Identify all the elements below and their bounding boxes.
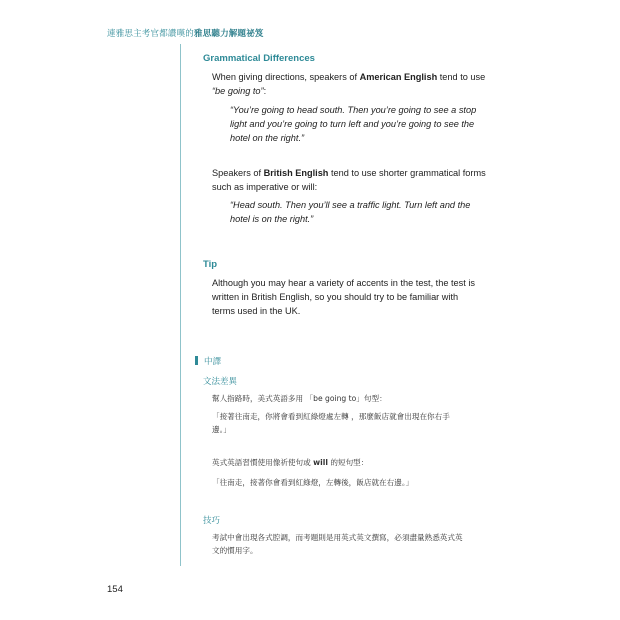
translation-quote-2: 「往南走，接著你會看到紅綠燈，左轉後，飯店就在右邊。」 xyxy=(212,478,414,487)
quote-line: 「接著往南走，你將會看到紅綠燈處左轉 ，那麼飯店就會出現在你右手 xyxy=(212,412,450,421)
translation-tip-heading: 技巧 xyxy=(203,516,221,526)
translation-paragraph-2 xyxy=(212,456,368,469)
text-span: such as imperative or will: xyxy=(212,182,318,192)
british-english-bold: British English xyxy=(263,168,329,178)
tip-line: terms used in the UK. xyxy=(212,306,301,316)
translation-marker-bar xyxy=(195,356,198,365)
tip-line: 文的慣用字。 xyxy=(212,546,258,555)
text-span: When giving directions, speakers of xyxy=(212,72,360,82)
text-span: : xyxy=(263,86,267,96)
quote-british xyxy=(230,198,470,226)
quote-line: light and you’re going to turn left and you’re going to see the xyxy=(230,119,475,129)
translation-paragraph-1: 幫人指路時，美式英語多用 「be going to」句型： xyxy=(212,394,387,403)
be-going-to-italic: “be going to” xyxy=(212,86,264,96)
translation-tip-paragraph xyxy=(212,531,463,557)
will-bold: will xyxy=(313,458,328,467)
page-number: 154 xyxy=(107,584,123,595)
paragraph-american xyxy=(212,70,485,98)
grammatical-differences-heading: Grammatical Differences xyxy=(203,53,315,64)
margin-rule xyxy=(180,44,181,566)
quote-line: hotel is on the right.” xyxy=(230,214,314,224)
quote-line: “Head south. Then you’ll see a traffic light. Turn left and the xyxy=(230,200,471,210)
quote-line: 邊。」 xyxy=(212,425,231,434)
header-book-title: 雅思聽力解題祕笈 xyxy=(194,29,264,39)
running-header xyxy=(107,27,264,39)
tip-line: written in British English, so you should try to be familiar with xyxy=(212,292,459,302)
text-span: 的短句型： xyxy=(327,458,369,467)
text-span: 英式英語習慣使用像祈使句或 xyxy=(212,458,314,467)
text-span: Speakers of xyxy=(212,168,264,178)
tip-paragraph xyxy=(212,276,475,318)
quote-line: hotel on the right.” xyxy=(230,133,305,143)
paragraph-british xyxy=(212,166,486,194)
translation-title: 中譯 xyxy=(204,357,222,367)
text-span: tend to use xyxy=(437,72,486,82)
american-english-bold: American English xyxy=(359,72,438,82)
quote-american xyxy=(230,103,476,145)
quote-line: “You’re going to head south. Then you’re going to see a stop xyxy=(230,105,477,115)
tip-line: Although you may hear a variety of accents in the test, the test is xyxy=(212,278,476,288)
translation-grammar-heading: 文法差異 xyxy=(203,377,238,387)
text-span: tend to use shorter grammatical forms xyxy=(328,168,486,178)
translation-quote-1 xyxy=(212,410,450,436)
header-prefix: 連雅思主考官都讚嘆的 xyxy=(107,29,195,39)
tip-heading: Tip xyxy=(203,259,218,270)
tip-line: 考試中會出現各式腔調，而考題則是用英式英文撰寫，必須盡量熟悉英式英 xyxy=(212,533,463,542)
